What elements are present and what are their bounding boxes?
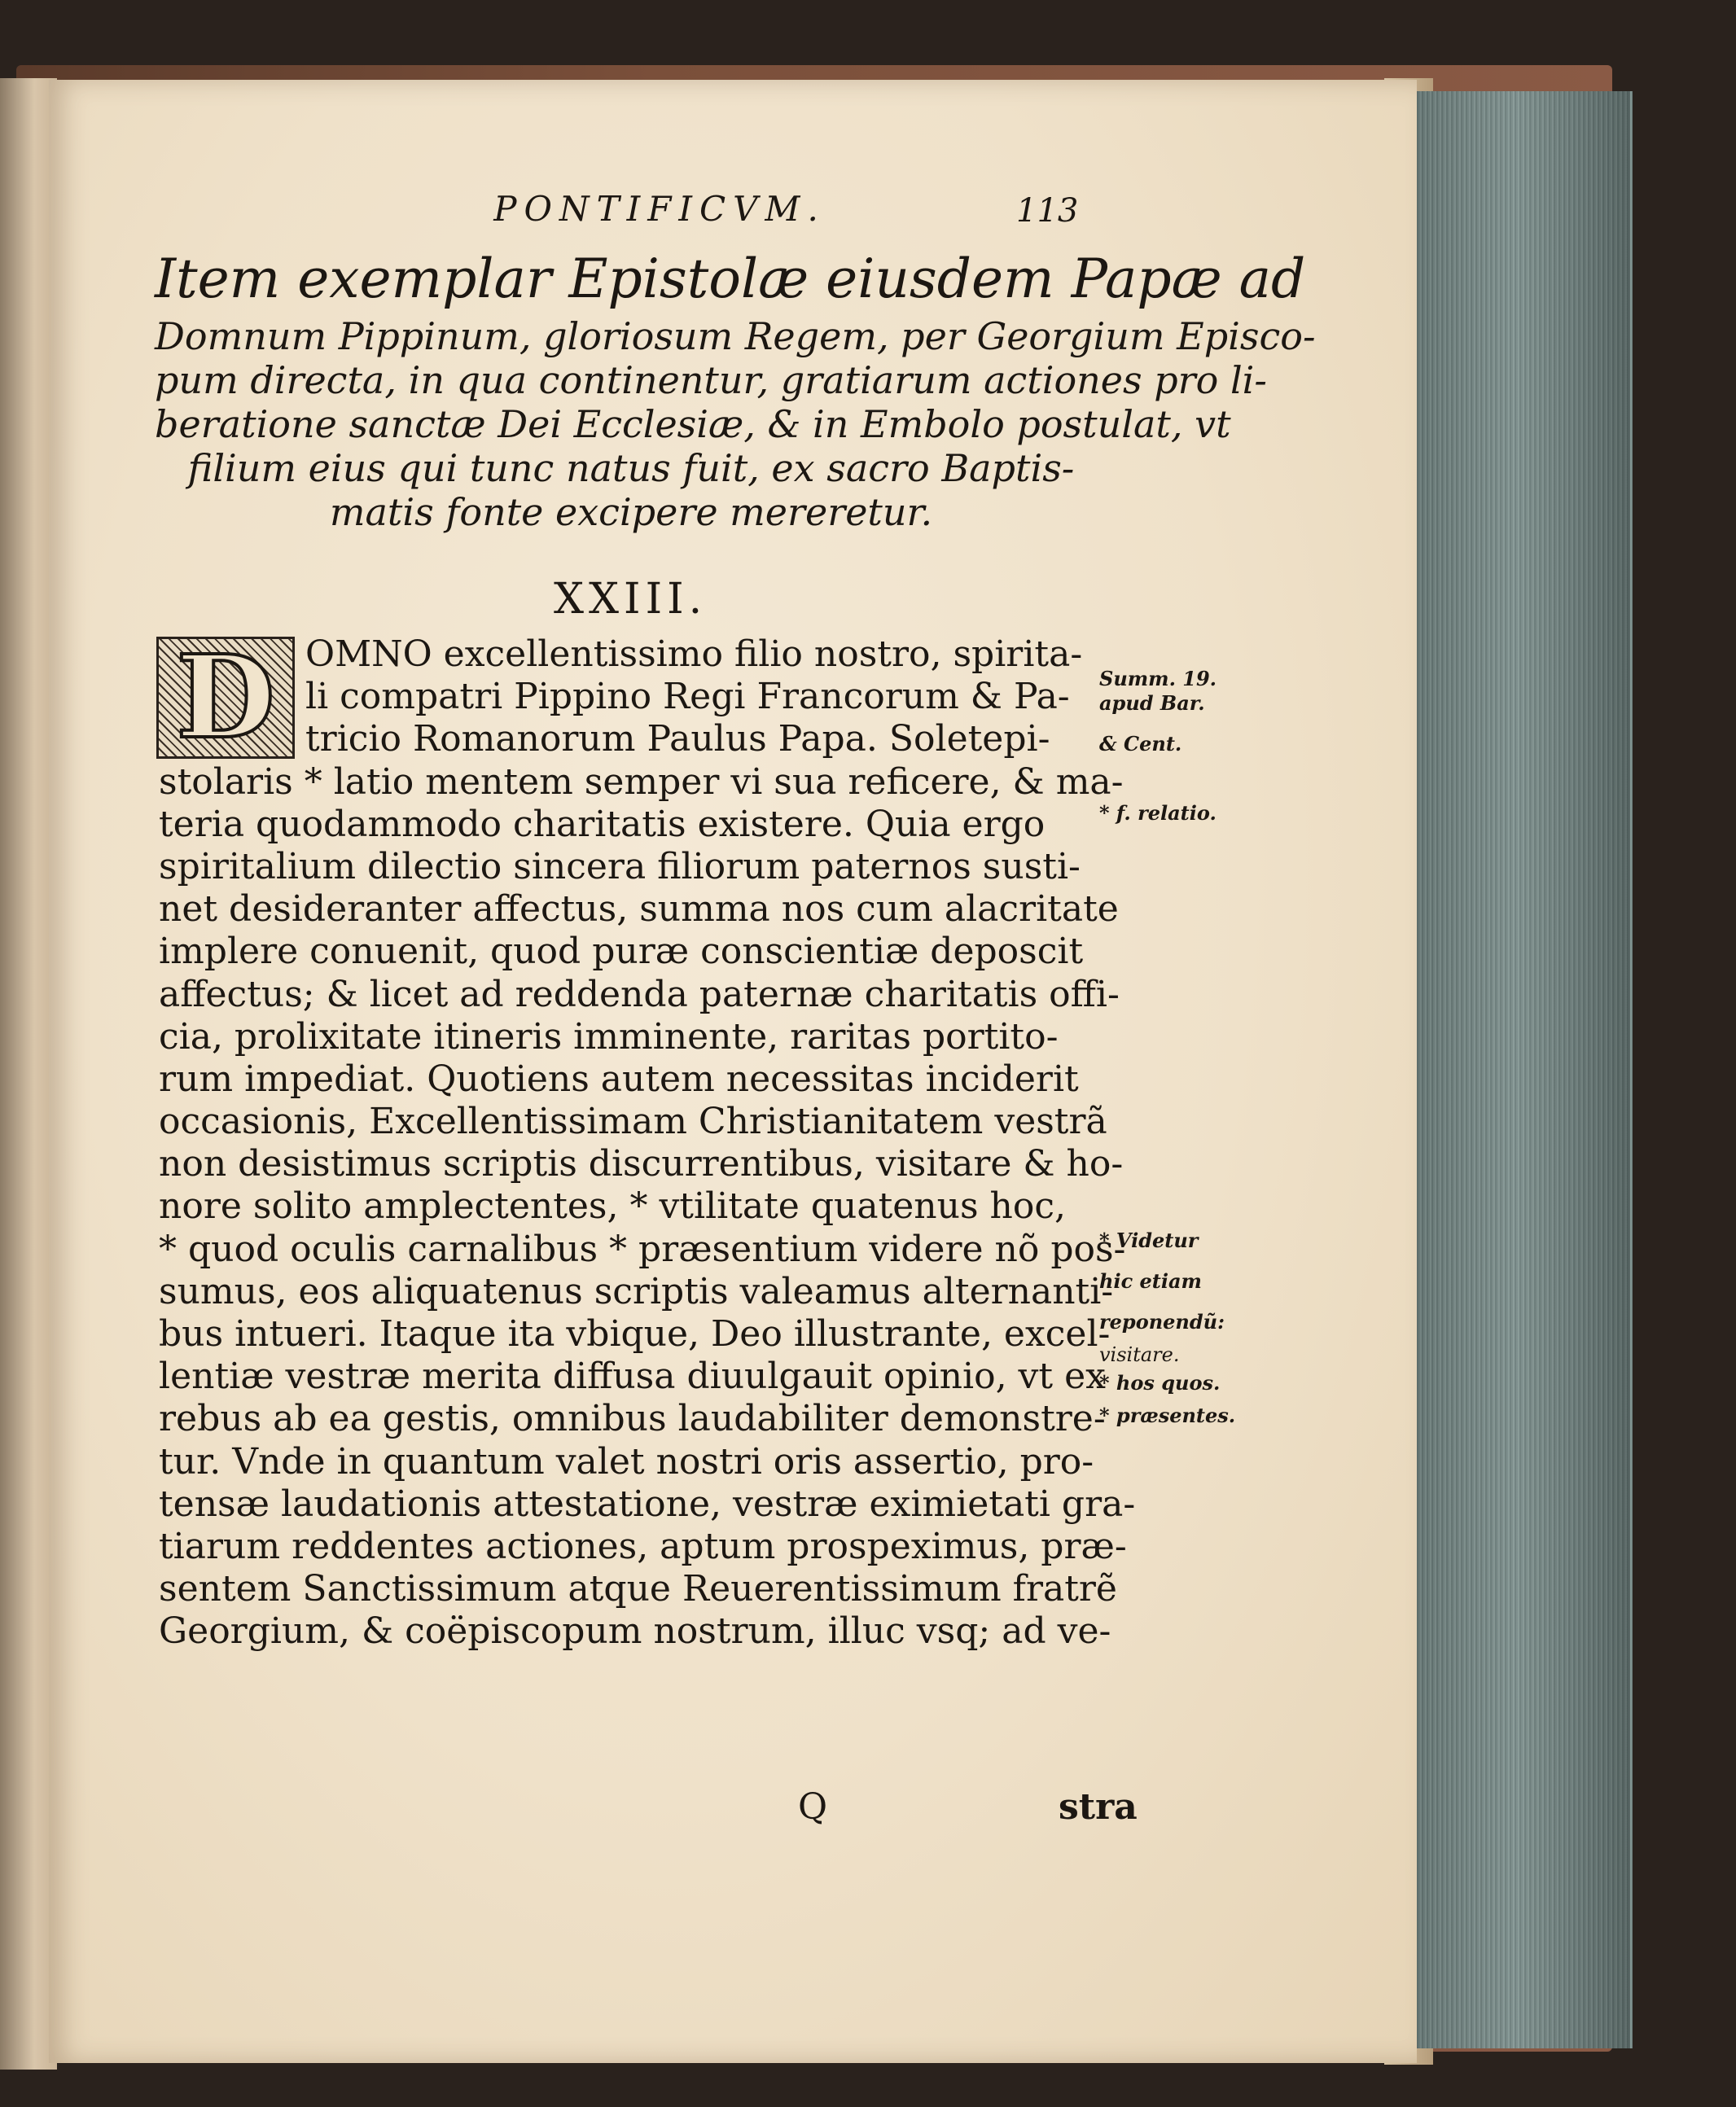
margin-note: & Cent. bbox=[1099, 732, 1182, 756]
text-line: rebus ab ea gestis, omnibus laudabiliter demonstre- bbox=[159, 1398, 1106, 1440]
text-line: stolaris * latio mentem semper vi sua reficere, & ma- bbox=[159, 760, 1124, 803]
title-line: pum directa, in qua continentur, gratiarum actiones pro li- bbox=[155, 358, 1267, 402]
running-head: PONTIFICVM. bbox=[493, 189, 826, 229]
fore-edge-shading bbox=[1402, 91, 1630, 2048]
text-line: implere conuenit, quod puræ conscientiæ deposcit bbox=[159, 931, 1084, 973]
text-line: * quod oculis carnalibus * præsentium videre nõ pos- bbox=[159, 1228, 1126, 1270]
margin-note: visitare. bbox=[1099, 1343, 1180, 1366]
page-number: 113 bbox=[1016, 192, 1079, 230]
margin-note: * hos quos. bbox=[1099, 1371, 1221, 1395]
title-line: matis fonte excipere mereretur. bbox=[329, 490, 933, 534]
text-line: nore solito amplectentes, * vtilitate quatenus hoc, bbox=[159, 1185, 1066, 1228]
text-line: lentiæ vestræ merita diffusa diuulgauit opinio, vt ex bbox=[159, 1356, 1106, 1398]
text-line: teria quodammodo charitatis existere. Quia ergo bbox=[159, 803, 1046, 845]
text-line: sumus, eos aliquatenus scriptis valeamus alternanti- bbox=[159, 1270, 1114, 1312]
title-line: filium eius qui tunc natus fuit, ex sacro Baptis- bbox=[187, 446, 1075, 490]
margin-note: * f. relatio. bbox=[1099, 801, 1217, 825]
text-line: tur. Vnde in quantum valet nostri oris assertio, pro- bbox=[159, 1440, 1094, 1483]
chapter-number: XXIII. bbox=[554, 575, 708, 624]
margin-note: apud Bar. bbox=[1099, 691, 1205, 715]
text-line: sentem Sanctissimum atque Reuerentissimum fratrẽ bbox=[159, 1568, 1117, 1610]
text-line: Georgium, & coëpiscopum nostrum, illuc vsq; ad ve- bbox=[159, 1610, 1111, 1653]
title-line: Item exemplar Epistolæ eiusdem Papæ ad bbox=[155, 247, 1306, 310]
text-line: li compatri Pippino Regi Francorum & Pa- bbox=[305, 676, 1070, 718]
text-line: non desistimus scriptis discurrentibus, visitare & ho- bbox=[159, 1143, 1124, 1185]
text-line: net desideranter affectus, summa nos cum alacritate bbox=[159, 888, 1119, 931]
signature-mark: Q bbox=[798, 1786, 828, 1828]
margin-note: reponendũ: bbox=[1099, 1310, 1225, 1334]
text-line: tiarum reddentes actiones, aptum prospeximus, præ- bbox=[159, 1525, 1127, 1567]
text-line: affectus; & licet ad reddenda paternæ charitatis offi- bbox=[159, 973, 1120, 1015]
text-line: tricio Romanorum Paulus Papa. Soletepi- bbox=[305, 718, 1050, 760]
text-line: rum impediat. Quotiens autem necessitas inciderit bbox=[159, 1058, 1079, 1100]
margin-note: Summ. 19. bbox=[1099, 667, 1217, 690]
margin-note: hic etiam bbox=[1099, 1269, 1202, 1293]
text-line: spiritalium dilectio sincera filiorum paternos susti- bbox=[159, 845, 1081, 887]
title-line: beratione sanctæ Dei Ecclesiæ, & in Embolo postulat, vt bbox=[155, 402, 1231, 446]
catchword: stra bbox=[1059, 1786, 1138, 1828]
title-line: Domnum Pippinum, gloriosum Regem, per Georgium Episco- bbox=[155, 314, 1316, 358]
text-line: bus intueri. Itaque ita vbique, Deo illustrante, excel- bbox=[159, 1313, 1111, 1355]
margin-note: * præsentes. bbox=[1099, 1404, 1236, 1427]
text-line: cia, prolixitate itineris imminente, raritas portito- bbox=[159, 1015, 1059, 1058]
text-line: OMNO excellentissimo filio nostro, spirita- bbox=[305, 633, 1083, 675]
margin-note: * Videtur bbox=[1099, 1229, 1199, 1252]
text-line: tensæ laudationis attestatione, vestræ eximietati gra- bbox=[159, 1483, 1136, 1525]
text-line: occasionis, Excellentissimam Christianitatem vestrã bbox=[159, 1101, 1107, 1143]
body-text bbox=[159, 633, 1136, 1654]
chapter-title bbox=[155, 244, 1316, 534]
initial-letter: D bbox=[176, 631, 275, 764]
